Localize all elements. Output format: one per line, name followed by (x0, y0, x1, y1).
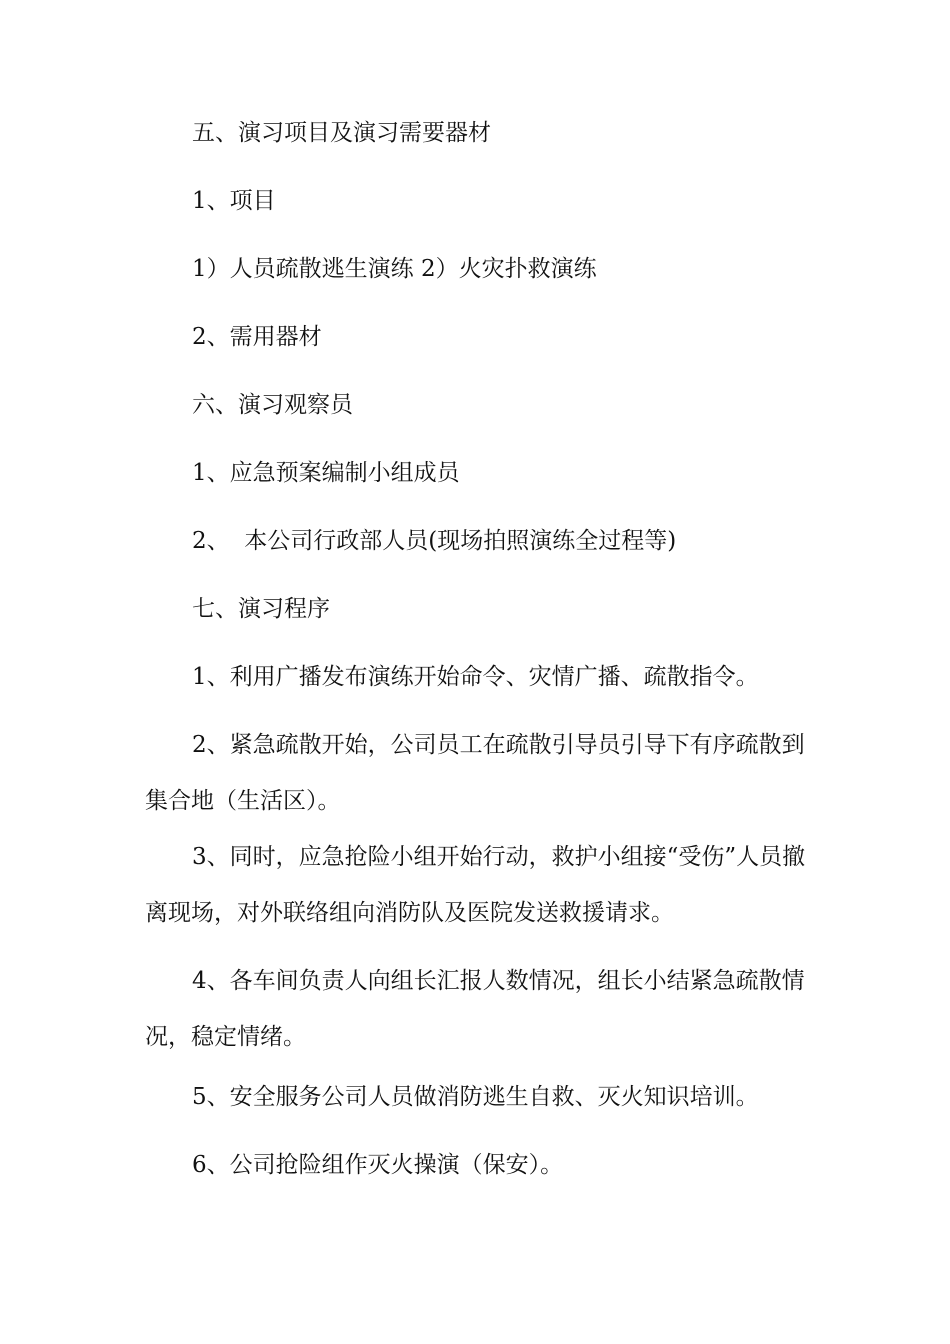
paragraph: 6、公司抢险组作灭火操演（保安）。 (192, 1152, 564, 1178)
paragraph: 1、项目 (192, 188, 276, 214)
paragraph: 2、 本公司行政部人员(现场拍照演练全过程等) (192, 528, 677, 554)
paragraph: 4、各车间负责人向组长汇报人数情况，组长小结紧急疏散情况，稳定情绪。 (145, 968, 805, 1050)
section-heading-5: 五、演习项目及演习需要器材 (192, 120, 491, 146)
paragraph: 1）人员疏散逃生演练 2）火灾扑救演练 (192, 256, 597, 282)
paragraph: 5、安全服务公司人员做消防逃生自救、灭火知识培训。 (192, 1084, 759, 1110)
paragraph: 2、紧急疏散开始，公司员工在疏散引导员引导下有序疏散到集合地（生活区）。 (145, 732, 805, 814)
paragraph: 3、同时，应急抢险小组开始行动，救护小组接“受伤”人员撤离现场，对外联络组向消防队及医院发送救援请求。 (145, 844, 806, 926)
section-heading-7: 七、演习程序 (192, 596, 330, 622)
paragraph: 2、需用器材 (192, 324, 322, 350)
paragraph: 1、利用广播发布演练开始命令、灾情广播、疏散指令。 (192, 664, 759, 690)
section-heading-6: 六、演习观察员 (192, 392, 353, 418)
paragraph: 1、应急预案编制小组成员 (192, 460, 460, 486)
